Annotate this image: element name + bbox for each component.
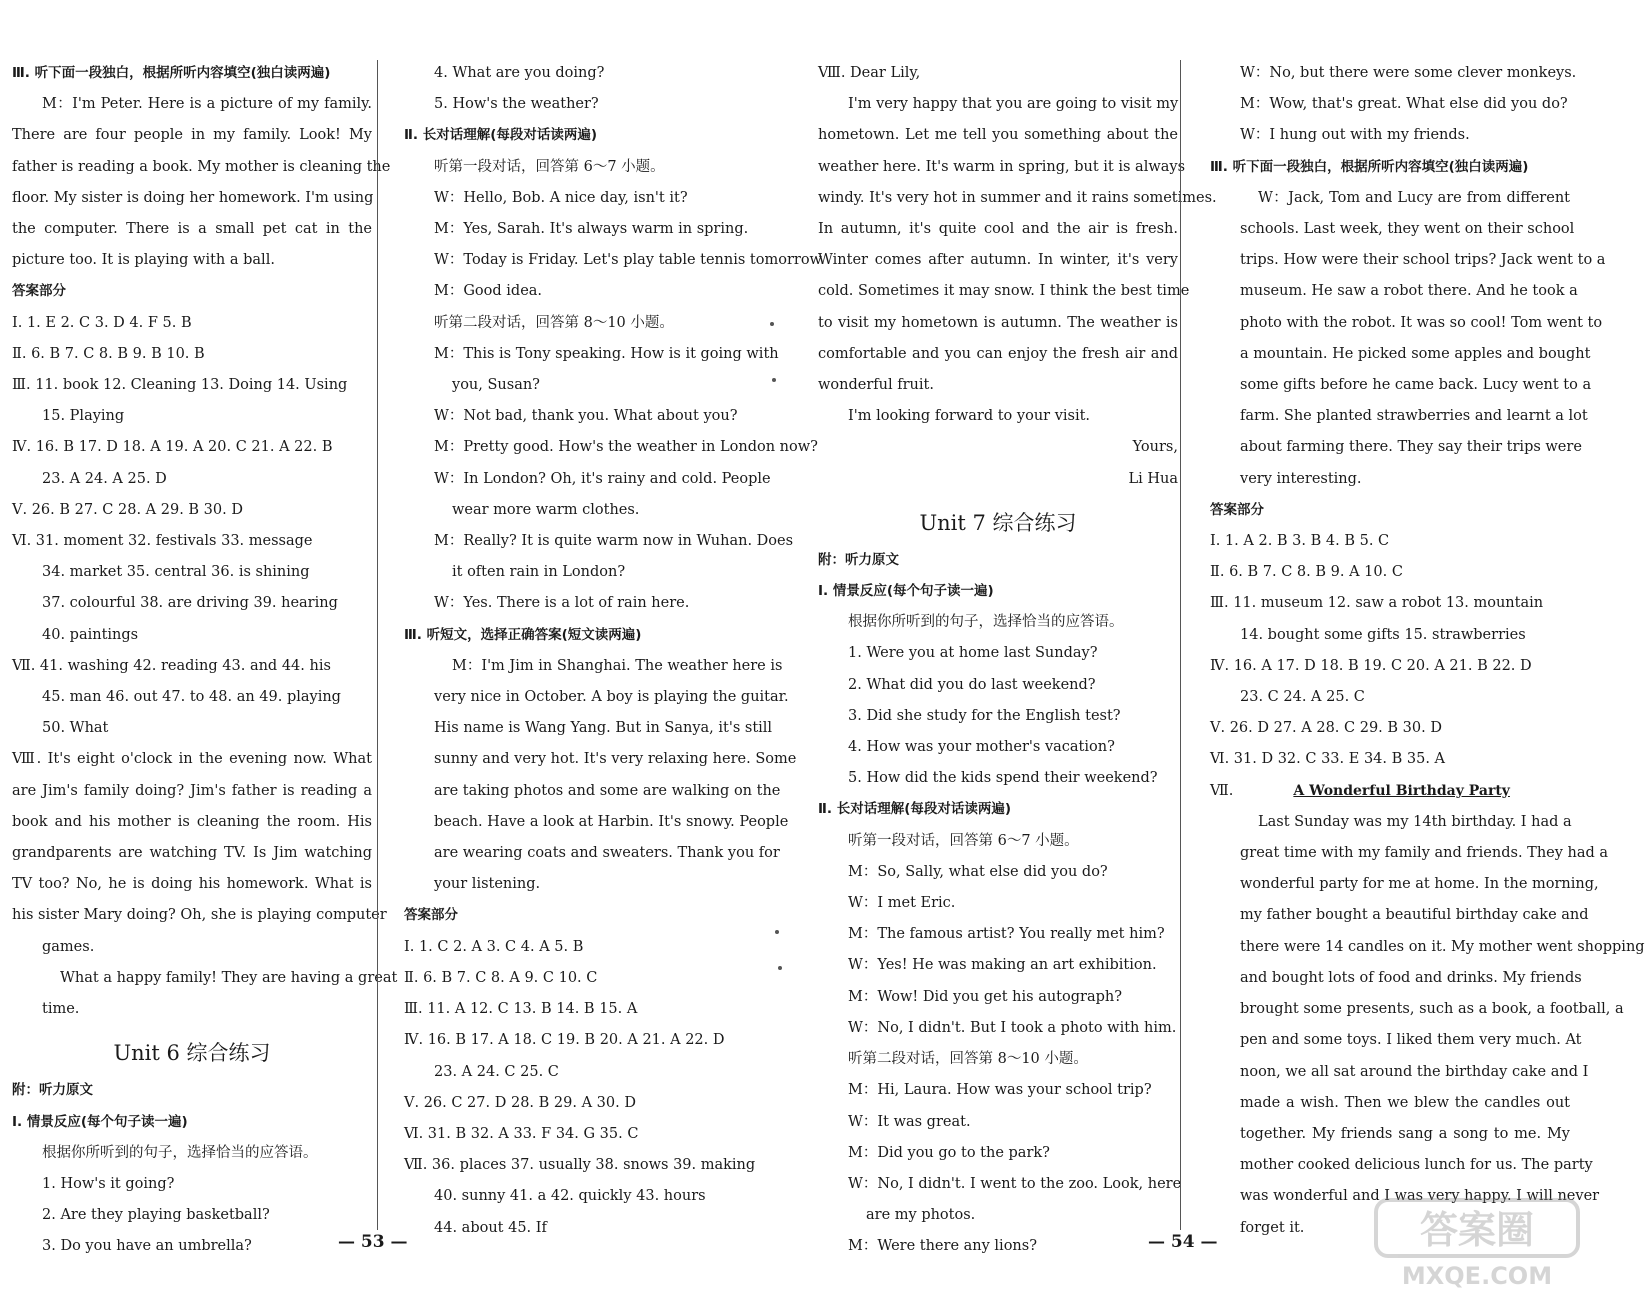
text-line: a mountain. He picked some apples and bought bbox=[1240, 345, 1591, 362]
text-line: Ⅳ. 16. B 17. A 18. C 19. B 20. A 21. A 22. D bbox=[404, 1032, 725, 1049]
text-line: W：I met Eric. bbox=[848, 895, 956, 912]
text-line: my father bought a beautiful birthday cake and bbox=[1240, 907, 1589, 924]
text-line: TV too? No, he is doing his homework. What is bbox=[12, 876, 372, 893]
text-line: you, Susan? bbox=[452, 377, 540, 394]
text-line: Ⅷ. Dear Lily, bbox=[818, 65, 921, 81]
text-line: 50. What bbox=[42, 720, 109, 737]
text-line: Ⅴ. 26. B 27. C 28. A 29. B 30. D bbox=[12, 501, 243, 518]
text-line: 3. Do you have an umbrella? bbox=[42, 1238, 252, 1255]
text-line: M：Really? It is quite warm now in Wuhan. Does bbox=[434, 533, 794, 550]
text-line: M：Wow, that's great. What else did you do? bbox=[1240, 96, 1568, 113]
text-line: together. My friends sang a song to me. My bbox=[1240, 1125, 1570, 1142]
watermark-text: 答案圈 bbox=[1419, 1208, 1535, 1252]
text-line: Ⅶ. 41. washing 42. reading 43. and 44. his bbox=[12, 657, 331, 674]
page-number: — 54 — bbox=[1148, 1232, 1218, 1252]
page-number: — 53 — bbox=[338, 1232, 408, 1252]
text-line: and bought lots of food and drinks. My friends bbox=[1240, 969, 1582, 986]
text-line: Ⅷ. It's eight o'clock in the evening now. What bbox=[12, 751, 372, 768]
text-line: are wearing coats and sweaters. Thank you for bbox=[434, 845, 780, 862]
text-line: 15. Playing bbox=[42, 408, 125, 425]
text-line: W：It was great. bbox=[848, 1113, 971, 1130]
text-line: 5. How did the kids spend their weekend? bbox=[848, 770, 1158, 787]
text-line: M：This is Tony speaking. How is it going with bbox=[434, 345, 779, 362]
text-line: about farming there. They say their trips were bbox=[1240, 439, 1582, 456]
text-line: Ⅴ. 26. D 27. A 28. C 29. B 30. D bbox=[1210, 720, 1442, 737]
text-line: W：Yes! He was making an art exhibition. bbox=[848, 957, 1157, 974]
text-line: I'm very happy that you are going to visit my bbox=[848, 96, 1179, 113]
text-line: photo with the robot. It was so cool! Tom went to bbox=[1240, 314, 1603, 331]
text-line: W：No, I didn't. I went to the zoo. Look, here bbox=[848, 1175, 1182, 1192]
text-line: noon, we all sat around the birthday cake and I bbox=[1240, 1063, 1589, 1080]
text-line: M：Good idea. bbox=[434, 283, 543, 300]
text-line: W：Jack, Tom and Lucy are from different bbox=[1258, 189, 1570, 206]
text-line: M：Were there any lions? bbox=[848, 1238, 1037, 1255]
text-line: brought some presents, such as a book, a football, a bbox=[1240, 1001, 1624, 1018]
text-line: Ⅲ. 11. A 12. C 13. B 14. B 15. A bbox=[404, 1001, 638, 1018]
text-line: comfortable and you can enjoy the fresh air and bbox=[818, 345, 1178, 362]
text-line: Ⅴ. 26. C 27. D 28. B 29. A 30. D bbox=[404, 1094, 636, 1111]
text-line: 听第二段对话，回答第 8～10 小题。 bbox=[434, 314, 674, 331]
text-line: There are four people in my family. Look! My bbox=[12, 127, 372, 144]
section-number: Ⅶ. bbox=[1210, 782, 1234, 799]
section-heading: Ⅲ. 听下面一段独白，根据所听内容填空(独白读两遍) bbox=[1210, 158, 1529, 175]
scan-speck bbox=[772, 378, 776, 382]
text-line: 45. man 46. out 47. to 48. an 49. playing bbox=[42, 689, 341, 706]
text-line: your listening. bbox=[434, 876, 541, 893]
text-line: 根据你所听到的句子，选择恰当的应答语。 bbox=[42, 1144, 318, 1161]
text-line: Winter comes after autumn. In winter, it's very bbox=[818, 252, 1178, 269]
text-line: 23. C 24. A 25. C bbox=[1240, 689, 1365, 706]
text-line: Ⅰ. 1. E 2. C 3. D 4. F 5. B bbox=[12, 314, 192, 331]
text-line: Ⅵ. 31. D 32. C 33. E 34. B 35. A bbox=[1210, 751, 1446, 768]
text-line: farm. She planted strawberries and learnt a lot bbox=[1240, 408, 1588, 425]
text-line: Ⅵ. 31. moment 32. festivals 33. message bbox=[12, 533, 313, 550]
text-line: Ⅵ. 31. B 32. A 33. F 34. G 35. C bbox=[404, 1125, 639, 1142]
text-line: W：I hung out with my friends. bbox=[1240, 127, 1470, 144]
text-line: sunny and very hot. It's very relaxing here. Some bbox=[434, 751, 797, 768]
watermark-logo bbox=[1372, 1196, 1582, 1292]
text-line: Li Hua bbox=[1128, 470, 1178, 487]
text-line: mother cooked delicious lunch for us. The party bbox=[1240, 1157, 1593, 1174]
text-line: 听第一段对话，回答第 6～7 小题。 bbox=[848, 832, 1079, 849]
text-line: hometown. Let me tell you something about the bbox=[818, 127, 1178, 144]
section-heading: Ⅲ. 听下面一段独白，根据所听内容填空(独白读两遍) bbox=[12, 65, 331, 81]
text-line: 40. sunny 41. a 42. quickly 43. hours bbox=[434, 1188, 706, 1205]
text-line: grandparents are watching TV. Is Jim watching bbox=[12, 845, 372, 862]
text-line: 14. bought some gifts 15. strawberries bbox=[1240, 626, 1526, 643]
text-line: forget it. bbox=[1240, 1219, 1305, 1236]
page-53 bbox=[12, 0, 825, 1301]
text-line: M：So, Sally, what else did you do? bbox=[848, 863, 1108, 880]
text-line: made a wish. Then we blew the candles out bbox=[1240, 1094, 1570, 1111]
text-line: M：The famous artist? You really met him? bbox=[848, 926, 1165, 943]
unit-title: Unit 6 综合练习 bbox=[113, 1041, 271, 1066]
text-line: was wonderful and I was very happy. I will never bbox=[1240, 1188, 1600, 1205]
text-line: floor. My sister is doing her homework. I'm using bbox=[12, 189, 374, 206]
text-line: very nice in October. A boy is playing the guitar. bbox=[434, 689, 789, 706]
text-line: 4. What are you doing? bbox=[434, 65, 605, 81]
text-line: In autumn, it's quite cool and the air is fresh. bbox=[818, 221, 1178, 238]
text-line: W：No, I didn't. But I took a photo with him. bbox=[848, 1019, 1177, 1036]
scan-speck bbox=[775, 930, 779, 934]
text-line: 5. How's the weather? bbox=[434, 96, 599, 113]
text-line: 40. paintings bbox=[42, 626, 139, 643]
text-line: wonderful fruit. bbox=[818, 377, 934, 394]
section-heading: 附：听力原文 bbox=[12, 1082, 93, 1099]
text-line: 听第二段对话，回答第 8～10 小题。 bbox=[848, 1051, 1088, 1068]
text-line: What a happy family! They are having a great bbox=[60, 969, 398, 986]
column-divider bbox=[377, 60, 378, 1230]
text-line: time. bbox=[42, 1001, 80, 1018]
text-line: Ⅱ. 6. B 7. C 8. B 9. A 10. C bbox=[1210, 564, 1403, 581]
text-line: Ⅲ. 11. museum 12. saw a robot 13. mountain bbox=[1210, 595, 1544, 612]
text-line: there were 14 candles on it. My mother went shopping bbox=[1240, 938, 1645, 955]
text-line: W：Today is Friday. Let's play table tennis tomorrow. bbox=[434, 252, 825, 269]
text-line: M：I'm Peter. Here is a picture of my family. bbox=[42, 96, 372, 113]
text-line: 2. What did you do last weekend? bbox=[848, 676, 1096, 693]
text-line: windy. It's very hot in summer and it rains sometimes. bbox=[818, 189, 1217, 206]
text-line: beach. Have a look at Harbin. It's snowy. People bbox=[434, 813, 789, 830]
text-line: I'm looking forward to your visit. bbox=[848, 408, 1091, 425]
text-line: Ⅱ. 6. B 7. C 8. B 9. B 10. B bbox=[12, 345, 205, 362]
text-line: 37. colourful 38. are driving 39. hearing bbox=[42, 595, 338, 612]
text-line: pen and some toys. I liked them very much. At bbox=[1240, 1032, 1582, 1049]
text-line: are my photos. bbox=[866, 1207, 976, 1224]
text-line: 根据你所听到的句子，选择恰当的应答语。 bbox=[848, 614, 1124, 631]
section-heading: 附：听力原文 bbox=[818, 551, 899, 568]
section-heading: Ⅱ. 长对话理解(每段对话读两遍) bbox=[404, 127, 598, 144]
right-page-column-2 bbox=[1210, 58, 1645, 1244]
text-line: games. bbox=[42, 938, 95, 955]
text-line: Last Sunday was my 14th birthday. I had a bbox=[1258, 813, 1572, 830]
section-heading: 答案部分 bbox=[404, 907, 458, 924]
text-line: schools. Last week, they went on their school bbox=[1240, 221, 1575, 238]
text-line: Ⅰ. 1. A 2. B 3. B 4. B 5. C bbox=[1210, 533, 1390, 550]
text-line: Ⅲ. 11. book 12. Cleaning 13. Doing 14. Using bbox=[12, 377, 348, 394]
text-line: great time with my family and friends. They had a bbox=[1240, 845, 1609, 862]
section-heading: Ⅲ. 听短文，选择正确答案(短文读两遍) bbox=[404, 626, 642, 643]
left-page-column-2 bbox=[404, 58, 825, 1244]
scan-speck bbox=[778, 966, 782, 970]
text-line: it often rain in London? bbox=[452, 564, 626, 581]
text-line: Ⅳ. 16. A 17. D 18. B 19. C 20. A 21. B 22. D bbox=[1210, 657, 1532, 674]
text-line: His name is Wang Yang. But in Sanya, it's still bbox=[434, 720, 773, 737]
text-line: M：Wow! Did you get his autograph? bbox=[848, 988, 1122, 1005]
text-line: M：I'm Jim in Shanghai. The weather here is bbox=[452, 657, 783, 674]
section-heading: Ⅱ. 长对话理解(每段对话读两遍) bbox=[818, 801, 1012, 818]
text-line: wonderful party for me at home. In the morning, bbox=[1240, 876, 1599, 893]
scan-speck bbox=[770, 322, 774, 326]
text-line: are taking photos and some are walking on the bbox=[434, 782, 781, 799]
text-line: W：In London? Oh, it's rainy and cold. People bbox=[434, 470, 771, 487]
text-line: 1. Were you at home last Sunday? bbox=[848, 645, 1098, 662]
text-line: museum. He saw a robot there. And he took a bbox=[1240, 283, 1578, 300]
text-line: W：Hello, Bob. A nice day, isn't it? bbox=[434, 189, 688, 206]
text-line: father is reading a book. My mother is cleaning the bbox=[12, 158, 391, 175]
text-line: 4. How was your mother's vacation? bbox=[848, 739, 1115, 756]
text-line: trips. How were their school trips? Jack went to a bbox=[1240, 252, 1606, 269]
text-line: Ⅶ. 36. places 37. usually 38. snows 39. making bbox=[404, 1157, 756, 1174]
text-line: M：Yes, Sarah. It's always warm in spring. bbox=[434, 221, 749, 238]
text-line: are Jim's family doing? Jim's father is reading a bbox=[12, 782, 372, 799]
text-line: 1. How's it going? bbox=[42, 1175, 175, 1192]
essay-title: A Wonderful Birthday Party bbox=[1293, 782, 1510, 799]
text-line: 44. about 45. If bbox=[434, 1219, 547, 1236]
text-line: M：Pretty good. How's the weather in London now? bbox=[434, 439, 818, 456]
text-line: picture too. It is playing with a ball. bbox=[12, 252, 275, 269]
section-heading: Ⅰ. 情景反应(每个句子读一遍) bbox=[818, 583, 994, 600]
text-line bbox=[1210, 776, 1570, 807]
text-line: Ⅰ. 1. C 2. A 3. C 4. A 5. B bbox=[404, 938, 584, 955]
text-line: 听第一段对话，回答第 6～7 小题。 bbox=[434, 158, 665, 175]
text-line: cold. Sometimes it may snow. I think the best time bbox=[818, 283, 1190, 300]
page-54 bbox=[818, 0, 1645, 1301]
text-line: 23. A 24. A 25. D bbox=[42, 470, 167, 487]
text-line: wear more warm clothes. bbox=[452, 501, 640, 518]
text-line: Ⅳ. 16. B 17. D 18. A 19. A 20. C 21. A 22. B bbox=[12, 439, 333, 456]
text-line: to visit my hometown is autumn. The weather is bbox=[818, 314, 1178, 331]
text-line: M：Hi, Laura. How was your school trip? bbox=[848, 1082, 1152, 1099]
text-line: the computer. There is a small pet cat in the bbox=[12, 221, 372, 238]
text-line: weather here. It's warm in spring, but it is always bbox=[818, 158, 1186, 175]
text-line: Ⅱ. 6. B 7. C 8. A 9. C 10. C bbox=[404, 969, 598, 986]
text-line: 2. Are they playing basketball? bbox=[42, 1207, 270, 1224]
text-line: Yours, bbox=[1132, 439, 1178, 456]
text-line: M：Did you go to the park? bbox=[848, 1144, 1050, 1161]
unit-title: Unit 7 综合练习 bbox=[919, 510, 1077, 535]
text-line: 3. Did she study for the English test? bbox=[848, 707, 1121, 724]
text-line: 34. market 35. central 36. is shining bbox=[42, 564, 310, 581]
text-line: W：Yes. There is a lot of rain here. bbox=[434, 595, 690, 612]
section-heading: 答案部分 bbox=[1210, 501, 1264, 518]
text-line: some gifts before he came back. Lucy went to a bbox=[1240, 377, 1592, 394]
text-line: 23. A 24. C 25. C bbox=[434, 1063, 559, 1080]
text-line: his sister Mary doing? Oh, she is playing computer bbox=[12, 907, 387, 924]
text-line: book and his mother is cleaning the room. His bbox=[12, 813, 372, 830]
watermark-url: MXQE.COM bbox=[1401, 1262, 1553, 1290]
text-line: very interesting. bbox=[1240, 470, 1362, 487]
column-divider bbox=[1180, 60, 1181, 1230]
text-line: W：Not bad, thank you. What about you? bbox=[434, 408, 738, 425]
section-heading: 答案部分 bbox=[12, 283, 66, 300]
text-line: W：No, but there were some clever monkeys. bbox=[1240, 65, 1577, 81]
section-heading: Ⅰ. 情景反应(每个句子读一遍) bbox=[12, 1113, 188, 1130]
